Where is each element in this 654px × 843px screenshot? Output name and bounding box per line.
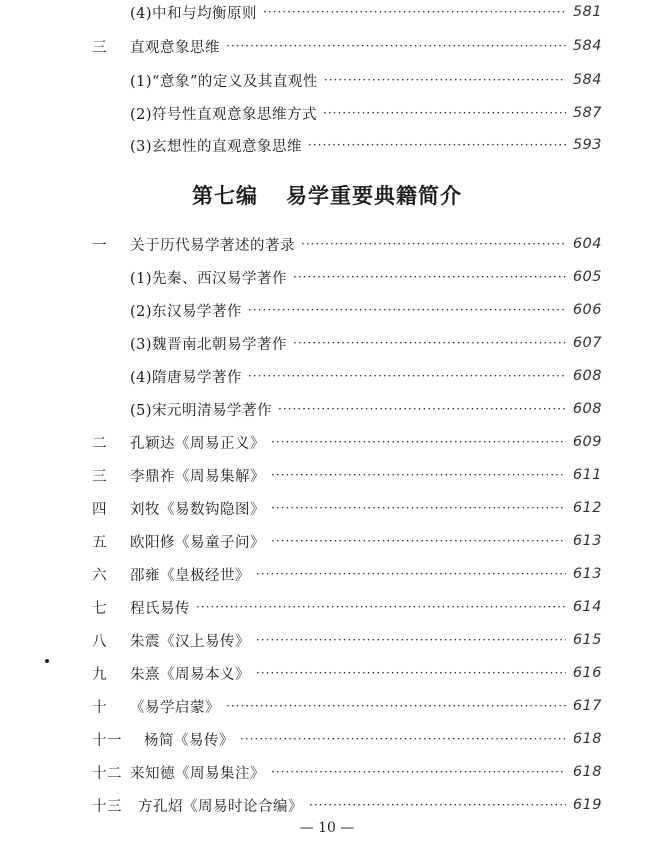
toc-entry bbox=[92, 463, 602, 487]
entry-page: 606 bbox=[572, 302, 602, 318]
dot-leader bbox=[263, 5, 566, 19]
dot-leader bbox=[271, 765, 566, 779]
entry-title: 来知德《周易集注》 bbox=[130, 765, 265, 782]
entry-title: (1)“意象”的定义及其直观性 bbox=[130, 73, 318, 90]
entry-title: 孔颖达《周易正义》 bbox=[130, 435, 265, 452]
entry-title: 刘牧《易数钩隐图》 bbox=[130, 501, 265, 518]
dot-leader bbox=[271, 534, 566, 548]
toc-entry bbox=[92, 793, 602, 817]
dot-leader bbox=[248, 303, 566, 317]
toc-entry bbox=[92, 760, 602, 784]
toc-entry bbox=[92, 661, 602, 685]
entry-number: 六 bbox=[92, 567, 107, 584]
dot-leader bbox=[324, 73, 566, 87]
entry-title: 邵雍《皇极经世》 bbox=[130, 567, 250, 584]
dot-leader bbox=[248, 369, 566, 383]
entry-title: 欧阳修《易童子问》 bbox=[130, 534, 265, 551]
entry-title: 程氏易传 bbox=[130, 600, 190, 617]
entry-page: 587 bbox=[572, 105, 602, 121]
entry-page: 612 bbox=[572, 500, 602, 516]
toc-entry bbox=[92, 232, 602, 256]
entry-page: 618 bbox=[572, 764, 602, 780]
entry-number: 十二 bbox=[92, 765, 122, 782]
dot-leader bbox=[256, 567, 566, 581]
dot-leader bbox=[293, 336, 566, 350]
page-footer: — 10 — bbox=[299, 820, 355, 836]
dot-leader bbox=[271, 501, 566, 515]
entry-page: 593 bbox=[572, 137, 602, 153]
entry-number: 四 bbox=[92, 501, 107, 518]
entry-number: 十 bbox=[92, 699, 107, 716]
toc-entry bbox=[130, 0, 602, 24]
toc-entry bbox=[92, 595, 602, 619]
dot-leader bbox=[271, 468, 566, 482]
toc-entry bbox=[92, 694, 602, 718]
toc-entry bbox=[92, 430, 602, 454]
entry-title: (3)玄想性的直观意象思维 bbox=[130, 138, 303, 155]
dot-leader bbox=[278, 402, 566, 416]
entry-title: (4)中和与均衡原则 bbox=[130, 5, 258, 22]
entry-number: 九 bbox=[92, 666, 107, 683]
entry-title: 朱熹《周易本义》 bbox=[130, 666, 250, 683]
entry-number: 一 bbox=[92, 237, 107, 254]
entry-number: 三 bbox=[92, 39, 107, 56]
toc-entry bbox=[130, 298, 602, 322]
toc-entry bbox=[130, 331, 602, 355]
part-number: 第七编 bbox=[192, 184, 258, 208]
toc-entry bbox=[130, 101, 602, 125]
dot-leader bbox=[323, 106, 566, 120]
toc-entry bbox=[130, 68, 602, 92]
dot-leader bbox=[196, 600, 566, 614]
entry-page: 608 bbox=[572, 368, 602, 384]
part-heading bbox=[0, 180, 654, 210]
toc-entry bbox=[92, 496, 602, 520]
entry-title: 李鼎祚《周易集解》 bbox=[130, 468, 265, 485]
margin-dot bbox=[45, 659, 49, 663]
dot-leader bbox=[301, 237, 566, 251]
entry-page: 581 bbox=[572, 4, 602, 20]
entry-page: 611 bbox=[572, 467, 602, 483]
part-title: 易学重要典籍简介 bbox=[286, 184, 462, 208]
entry-title: (1)先秦、西汉易学著作 bbox=[130, 270, 288, 287]
entry-title: (3)魏晋南北朝易学著作 bbox=[130, 336, 288, 353]
dot-leader bbox=[293, 270, 566, 284]
dot-leader bbox=[240, 732, 566, 746]
entry-page: 617 bbox=[572, 698, 602, 714]
dot-leader bbox=[256, 633, 566, 647]
toc-entry bbox=[92, 727, 602, 751]
entry-page: 608 bbox=[572, 401, 602, 417]
toc-entry bbox=[92, 562, 602, 586]
entry-page: 584 bbox=[572, 38, 602, 54]
toc-entry bbox=[130, 364, 602, 388]
entry-title: 关于历代易学著述的著录 bbox=[130, 237, 295, 254]
entry-title: 《易学启蒙》 bbox=[130, 699, 220, 716]
entry-page: 607 bbox=[572, 335, 602, 351]
entry-title: 朱震《汉上易传》 bbox=[130, 633, 250, 650]
entry-number: 三 bbox=[92, 468, 107, 485]
entry-title: (4)隋唐易学著作 bbox=[130, 369, 243, 386]
entry-number: 二 bbox=[92, 435, 107, 452]
toc-entry bbox=[130, 133, 602, 157]
dot-leader bbox=[271, 435, 566, 449]
entry-title: (5)宋元明清易学著作 bbox=[130, 402, 273, 419]
dot-leader bbox=[256, 666, 566, 680]
entry-page: 616 bbox=[572, 665, 602, 681]
entry-title: (2)东汉易学著作 bbox=[130, 303, 243, 320]
entry-page: 605 bbox=[572, 269, 602, 285]
entry-title: (2)符号性直观意象思维方式 bbox=[130, 106, 318, 123]
entry-number: 十三 bbox=[92, 798, 122, 815]
dot-leader bbox=[226, 39, 566, 53]
entry-page: 613 bbox=[572, 566, 602, 582]
toc-entry bbox=[92, 628, 602, 652]
dot-leader bbox=[309, 798, 566, 812]
entry-title: 方孔炤《周易时论合编》 bbox=[138, 798, 303, 815]
entry-title: 直观意象思维 bbox=[130, 39, 220, 56]
toc-entry bbox=[130, 397, 602, 421]
entry-number: 七 bbox=[92, 600, 107, 617]
entry-page: 615 bbox=[572, 632, 602, 648]
entry-page: 619 bbox=[572, 797, 602, 813]
entry-page: 614 bbox=[572, 599, 602, 615]
entry-number: 八 bbox=[92, 633, 107, 650]
entry-page: 609 bbox=[572, 434, 602, 450]
entry-page: 604 bbox=[572, 236, 602, 252]
toc-entry bbox=[130, 265, 602, 289]
toc-entry bbox=[92, 34, 602, 58]
entry-page: 584 bbox=[572, 72, 602, 88]
entry-page: 613 bbox=[572, 533, 602, 549]
toc-entry bbox=[92, 529, 602, 553]
entry-title: 杨简《易传》 bbox=[144, 732, 234, 749]
dot-leader bbox=[308, 138, 566, 152]
entry-page: 618 bbox=[572, 731, 602, 747]
entry-number: 十一 bbox=[92, 732, 122, 749]
dot-leader bbox=[226, 699, 566, 713]
entry-number: 五 bbox=[92, 534, 107, 551]
